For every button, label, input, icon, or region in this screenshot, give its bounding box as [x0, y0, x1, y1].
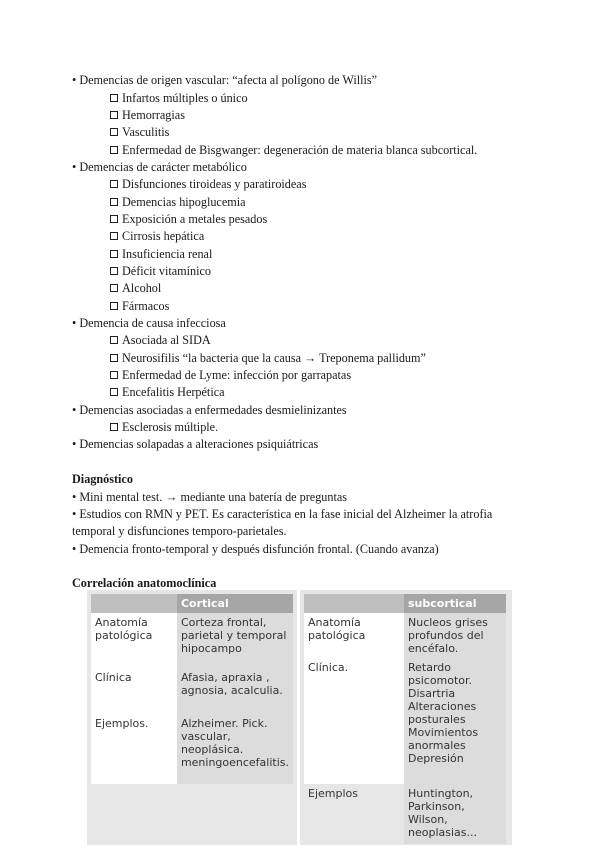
checkbox-bullet-icon [110, 232, 118, 240]
checkbox-bullet-icon [110, 388, 118, 396]
table-cell-value: Alzheimer. Pick. vascular, neoplásica. meningoencefalitis. [177, 714, 293, 784]
subcortical-table [304, 594, 506, 844]
checkbox-bullet-icon [110, 146, 118, 154]
checkbox-bullet-icon [110, 111, 118, 119]
list-item: Alcohol [110, 281, 161, 295]
table-cell-label: Clínica [91, 668, 177, 714]
diagnosis-heading: Diagnóstico [72, 472, 133, 486]
checkbox-bullet-icon [110, 302, 118, 310]
checkbox-bullet-icon [110, 180, 118, 188]
table-cell-label: Clínica. [304, 658, 404, 784]
list-item: Cirrosis hepática [110, 229, 204, 243]
checkbox-bullet-icon [110, 215, 118, 223]
list-item: Enfermedad de Bisgwanger: degeneración de materia blanca subcortical. [110, 143, 477, 157]
checkbox-bullet-icon [110, 423, 118, 431]
table-cell-value: Retardo psicomotor. Disartria Alteraciones posturales Movimientos anormales Depresión [404, 658, 506, 784]
checkbox-bullet-icon [110, 267, 118, 275]
table-cell-value: Corteza frontal, parietal y temporal hipocampo [177, 613, 293, 668]
table-cell-value: Huntington, Parkinson, Wilson, neoplasias... [404, 784, 506, 844]
table-cell-label: Ejemplos. [91, 714, 177, 784]
table-header-blank [304, 594, 404, 613]
vascular-heading: • Demencias de origen vascular: “afecta al polígono de Willis” [72, 73, 378, 87]
metabolic-heading: • Demencias de carácter metabólico [72, 160, 247, 174]
list-item: Fármacos [110, 299, 169, 313]
table-cell-value: Nucleos grises profundos del encéfalo. [404, 613, 506, 658]
checkbox-bullet-icon [110, 198, 118, 206]
checkbox-bullet-icon [110, 128, 118, 136]
checkbox-bullet-icon [110, 336, 118, 344]
list-item: Neurosifilis “la bacteria que la causa → Treponema pallidum” [110, 351, 426, 365]
diagnosis-line: temporal y disfunciones temporo-parietales. [72, 524, 287, 538]
checkbox-bullet-icon [110, 371, 118, 379]
list-item: Exposición a metales pesados [110, 212, 267, 226]
list-item: Esclerosis múltiple. [110, 420, 218, 434]
checkbox-bullet-icon [110, 94, 118, 102]
list-item: Enfermedad de Lyme: infección por garrapatas [110, 368, 351, 382]
table-header: Cortical [177, 594, 293, 613]
diagnosis-line: • Demencia fronto-temporal y después disfunción frontal. (Cuando avanza) [72, 542, 439, 556]
list-item: Asociada al SIDA [110, 333, 211, 347]
table-header: subcortical [404, 594, 506, 613]
list-item: Insuficiencia renal [110, 247, 212, 261]
list-item: Déficit vitamínico [110, 264, 211, 278]
checkbox-bullet-icon [110, 354, 118, 362]
table-cell-label: Anatomía patológica [304, 613, 404, 658]
infectious-heading: • Demencia de causa infecciosa [72, 316, 226, 330]
list-item: Hemorragias [110, 108, 185, 122]
list-item: Vasculitis [110, 125, 169, 139]
list-item: Encefalitis Herpética [110, 385, 225, 399]
diagnosis-line: • Estudios con RMN y PET. Es característica en la fase inicial del Alzheimer la atrofia [72, 507, 493, 521]
diagnosis-line: • Mini mental test. → mediante una batería de preguntas [72, 490, 348, 504]
list-item: Demencias hipoglucemia [110, 195, 246, 209]
checkbox-bullet-icon [110, 250, 118, 258]
table-cell-label: Anatomía patológica [91, 613, 177, 668]
list-item: Disfunciones tiroideas y paratiroideas [110, 177, 306, 191]
cortical-table [91, 594, 293, 784]
psychiatric-heading: • Demencias solapadas a alteraciones psiquiátricas [72, 437, 319, 451]
list-item: Infartos múltiples o único [110, 91, 248, 105]
correlation-heading: Correlación anatomoclínica [72, 576, 217, 590]
table-cell-value: Afasia, apraxia , agnosia, acalculia. [177, 668, 293, 714]
checkbox-bullet-icon [110, 284, 118, 292]
table-cell-label: Ejemplos [304, 784, 404, 844]
table-header-blank [91, 594, 177, 613]
demyelinating-heading: • Demencias asociadas a enfermedades desmielinizantes [72, 403, 347, 417]
